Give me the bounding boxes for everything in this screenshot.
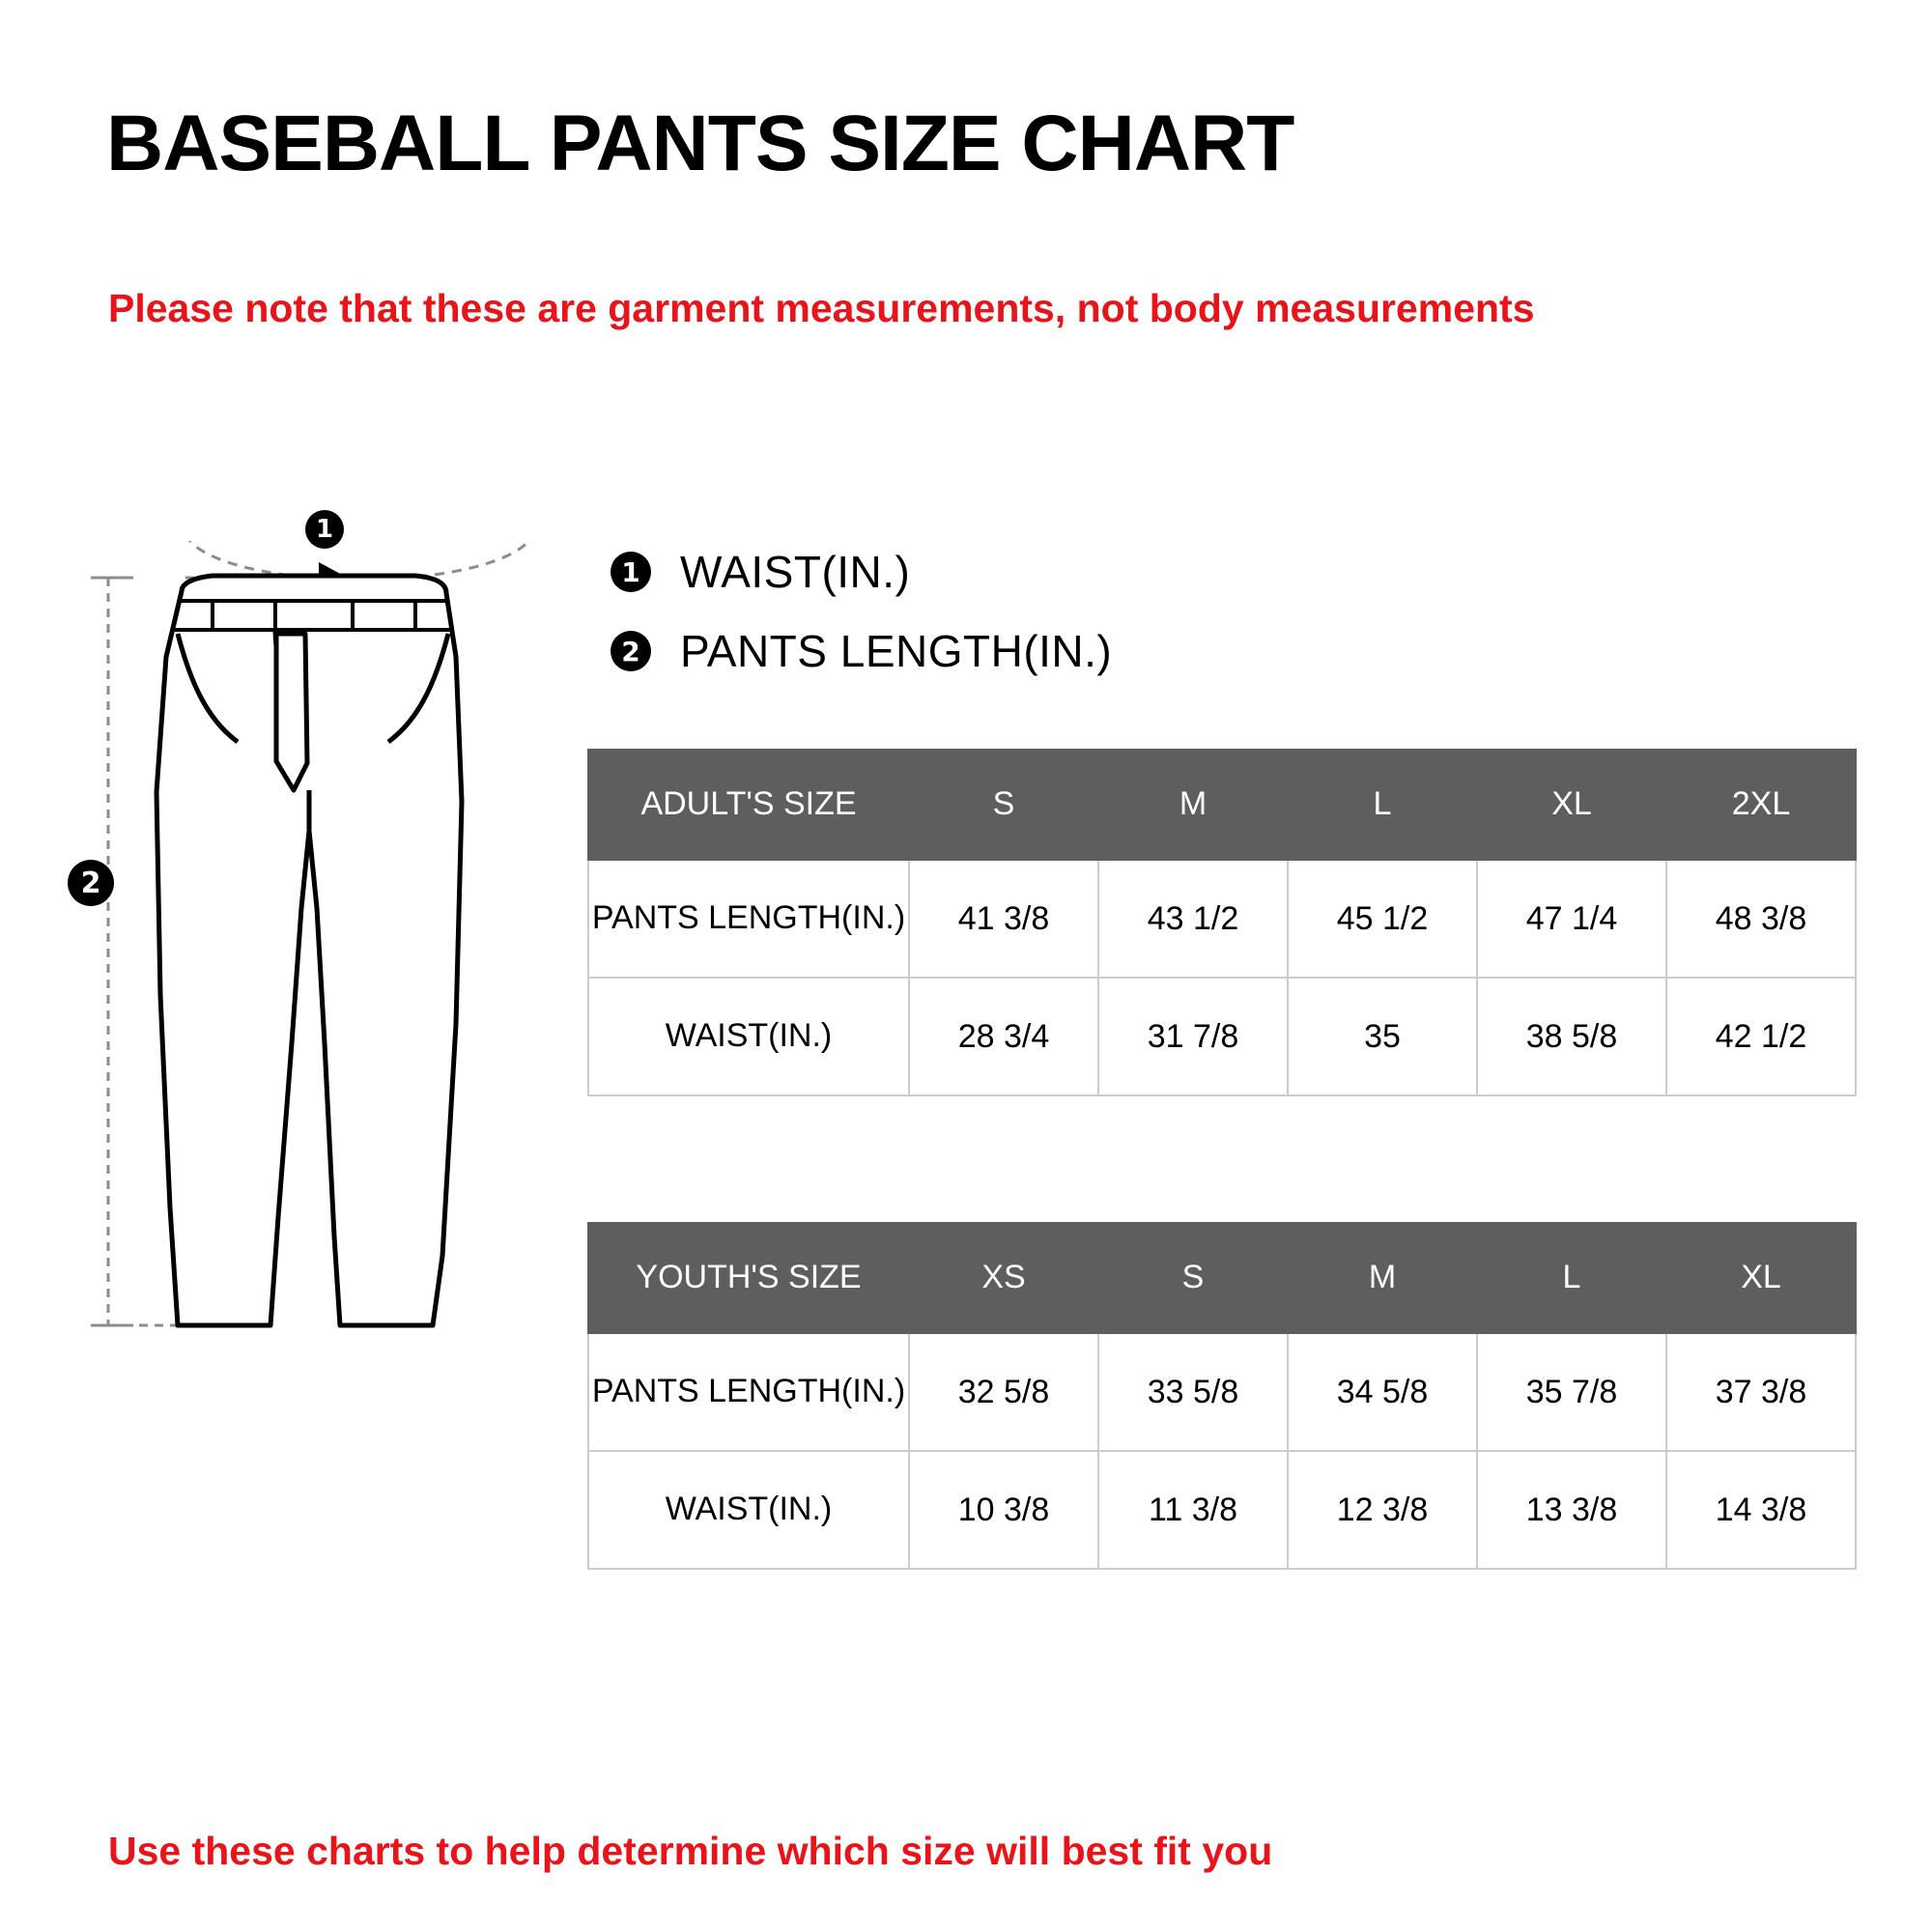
pants-illustration	[77, 515, 580, 1633]
youth-pants-length-l: 35 7/8	[1477, 1333, 1666, 1451]
adult-pants-length-l: 45 1/2	[1288, 860, 1477, 978]
adult-row-label-waist: WAIST(IN.)	[588, 978, 909, 1095]
youth-size-header: YOUTH'S SIZE	[588, 1223, 909, 1333]
garment-measurement-note: Please note that these are garment measurements, not body measurements	[108, 286, 1535, 330]
adult-waist-2xl: 42 1/2	[1666, 978, 1856, 1095]
youth-row-label-waist: WAIST(IN.)	[588, 1451, 909, 1569]
adult-size-header: ADULT'S SIZE	[588, 750, 909, 860]
number-1-icon: 1	[611, 552, 651, 592]
adult-pants-length-m: 43 1/2	[1098, 860, 1288, 978]
adult-pants-length-2xl: 48 3/8	[1666, 860, 1856, 978]
adult-pants-length-xl: 47 1/4	[1477, 860, 1666, 978]
youth-waist-s: 11 3/8	[1098, 1451, 1288, 1569]
youth-pants-length-xs: 32 5/8	[909, 1333, 1098, 1451]
youth-waist-xs: 10 3/8	[909, 1451, 1098, 1569]
legend-item-waist	[611, 546, 1345, 598]
adult-row-label-pants-length: PANTS LENGTH(IN.)	[588, 860, 909, 978]
table-header-row	[588, 750, 1856, 860]
legend-label-pants-length: PANTS LENGTH(IN.)	[680, 626, 1113, 676]
youth-col-s: S	[1098, 1223, 1288, 1333]
page-title: BASEBALL PANTS SIZE CHART	[106, 99, 1294, 187]
youth-row-label-pants-length: PANTS LENGTH(IN.)	[588, 1333, 909, 1451]
waist-marker-badge: 1	[305, 510, 344, 549]
adult-waist-xl: 38 5/8	[1477, 978, 1666, 1095]
number-2-icon: 2	[611, 631, 651, 671]
legend	[611, 546, 1345, 704]
adult-waist-l: 35	[1288, 978, 1477, 1095]
length-marker-badge: 2	[68, 860, 114, 906]
table-row	[588, 860, 1856, 978]
youth-col-xl: XL	[1666, 1223, 1856, 1333]
adult-pants-length-s: 41 3/8	[909, 860, 1098, 978]
youth-col-m: M	[1288, 1223, 1477, 1333]
youth-waist-m: 12 3/8	[1288, 1451, 1477, 1569]
youth-pants-length-xl: 37 3/8	[1666, 1333, 1856, 1451]
adult-waist-m: 31 7/8	[1098, 978, 1288, 1095]
youth-col-xs: XS	[909, 1223, 1098, 1333]
youth-waist-xl: 14 3/8	[1666, 1451, 1856, 1569]
adult-col-s: S	[909, 750, 1098, 860]
table-row	[588, 978, 1856, 1095]
youth-size-table	[587, 1222, 1857, 1570]
table-row	[588, 1333, 1856, 1451]
pants-diagram-svg	[77, 541, 580, 1633]
adult-col-m: M	[1098, 750, 1288, 860]
adult-waist-s: 28 3/4	[909, 978, 1098, 1095]
table-row	[588, 1451, 1856, 1569]
youth-col-l: L	[1477, 1223, 1666, 1333]
help-note: Use these charts to help determine which size will best fit you	[108, 1829, 1273, 1873]
legend-label-waist: WAIST(IN.)	[680, 547, 911, 597]
adult-col-xl: XL	[1477, 750, 1666, 860]
youth-pants-length-m: 34 5/8	[1288, 1333, 1477, 1451]
youth-pants-length-s: 33 5/8	[1098, 1333, 1288, 1451]
adult-col-l: L	[1288, 750, 1477, 860]
adult-size-table	[587, 749, 1857, 1096]
table-header-row	[588, 1223, 1856, 1333]
youth-waist-l: 13 3/8	[1477, 1451, 1666, 1569]
adult-col-2xl: 2XL	[1666, 750, 1856, 860]
legend-item-pants-length	[611, 625, 1345, 677]
